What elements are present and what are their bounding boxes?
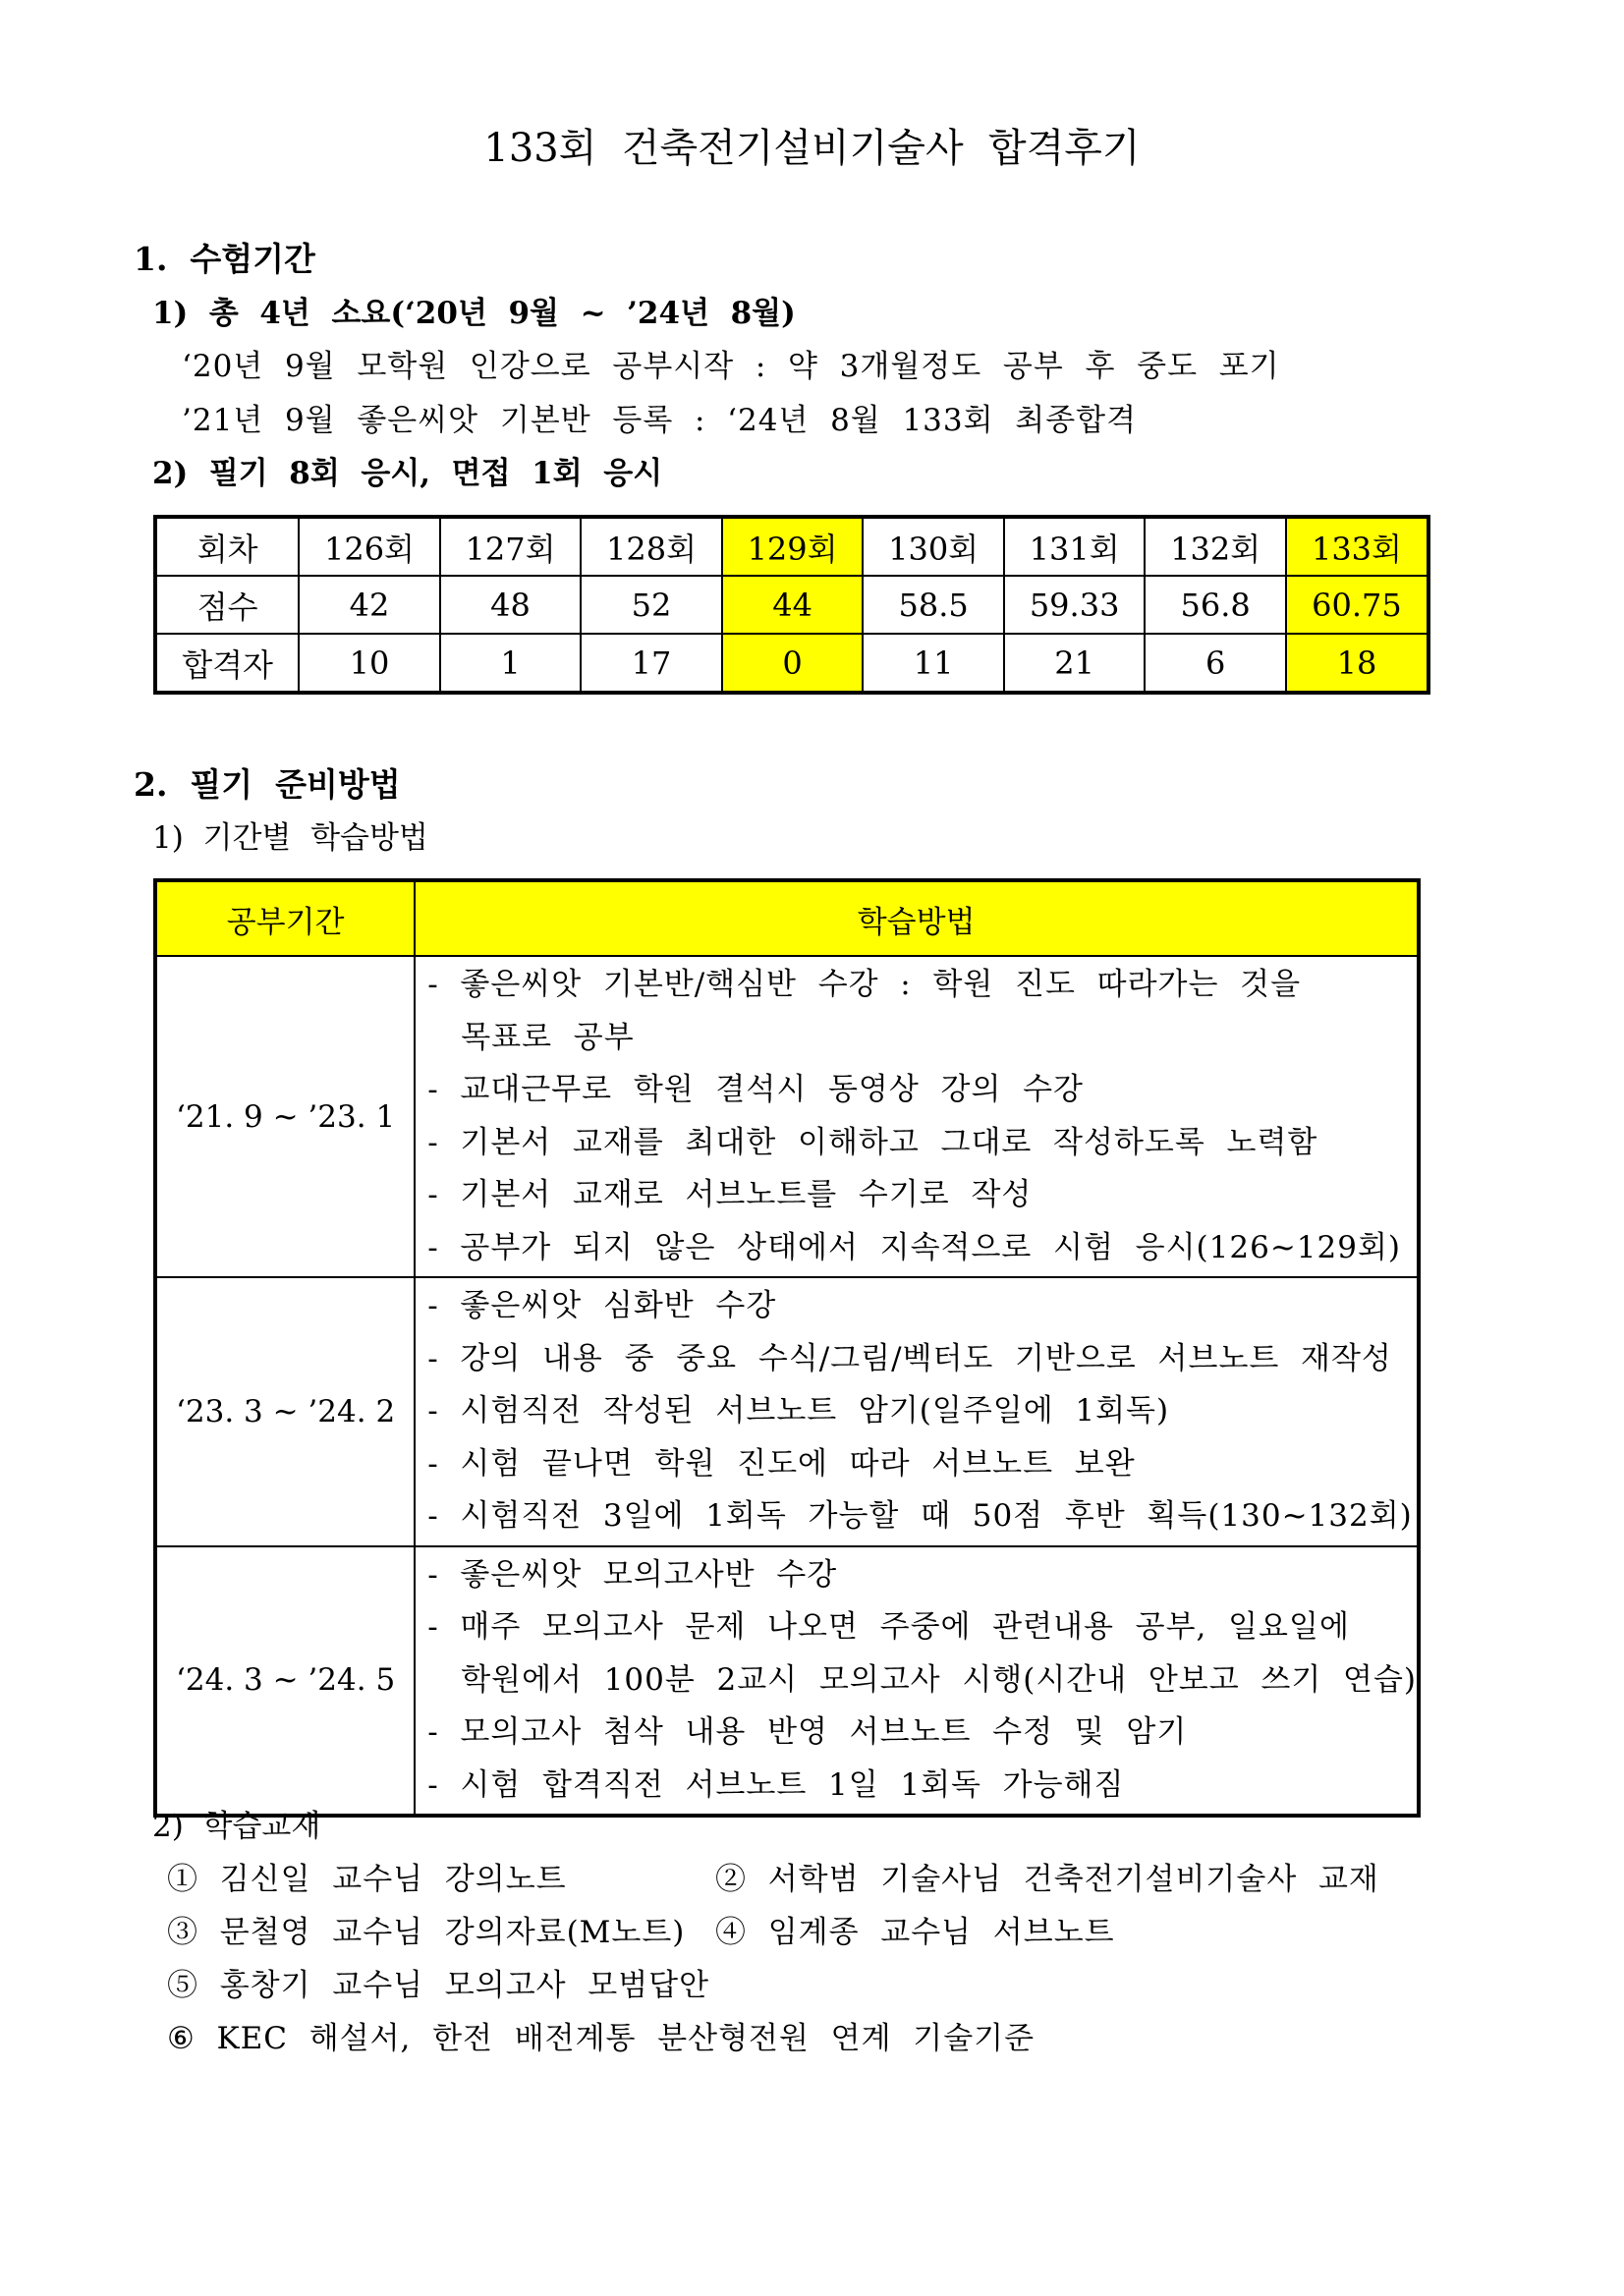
table-cell: 56.8 <box>1145 576 1286 634</box>
table-row <box>155 1277 1419 1546</box>
table-cell: 42 <box>299 576 440 634</box>
header-cell-method: 학습방법 <box>415 880 1419 956</box>
table-cell: 6 <box>1145 634 1286 693</box>
material-item: ④ 임계종 교수님 서브노트 <box>715 1915 1115 1950</box>
table-cell: 59.33 <box>1004 576 1146 634</box>
period-cell: ‘24. 3 ~ ’24. 5 <box>155 1546 415 1817</box>
method-line: - 시험 끝나면 학원 진도에 따라 서브노트 보완 <box>427 1445 1136 1482</box>
header-cell: 131회 <box>1004 517 1146 576</box>
method-line: 목표로 공부 <box>461 1019 635 1055</box>
method-line: - 기본서 교재로 서브노트를 수기로 작성 <box>427 1177 1033 1212</box>
row-label: 점수 <box>155 576 299 634</box>
table-row <box>155 956 1419 1277</box>
method-cell <box>415 1277 1419 1546</box>
exam-score-table <box>153 515 1430 695</box>
table-row-passers <box>155 634 1428 693</box>
table-header-row <box>155 517 1428 576</box>
study-method-table <box>153 878 1421 1818</box>
method-line: - 시험 합격직전 서브노트 1일 1회독 가능해짐 <box>427 1766 1125 1803</box>
table-cell-highlighted: 44 <box>722 576 864 634</box>
table-cell: 17 <box>581 634 722 693</box>
table-cell-highlighted: 18 <box>1286 634 1428 693</box>
page-title: 133회 건축전기설비기술사 합격후기 <box>483 126 1141 171</box>
section-1-item-1: 1) 총 4년 소요(‘20년 9월 ~ ’24년 8월) <box>152 296 796 331</box>
table-row <box>155 1546 1419 1817</box>
header-cell: 130회 <box>863 517 1004 576</box>
header-cell: 127회 <box>440 517 582 576</box>
table-cell-highlighted: 0 <box>722 634 864 693</box>
method-line: - 모의고사 첨삭 내용 반영 서브노트 수정 및 암기 <box>427 1714 1188 1750</box>
header-cell: 126회 <box>299 517 440 576</box>
method-line: - 시험직전 3일에 1회독 가능할 때 50점 후반 획득(130~132회) <box>427 1498 1413 1534</box>
method-line: - 기본서 교재를 최대한 이해하고 그대로 작성하도록 노력함 <box>427 1124 1318 1160</box>
period-cell: ‘21. 9 ~ ’23. 1 <box>155 956 415 1277</box>
table-cell: 58.5 <box>863 576 1004 634</box>
section-1-heading: 1. 수험기간 <box>134 240 315 278</box>
method-line: - 좋은씨앗 모의고사반 수강 <box>427 1556 838 1593</box>
method-cell <box>415 1546 1419 1817</box>
method-line: - 시험직전 작성된 서브노트 암기(일주일에 1회독) <box>427 1393 1170 1428</box>
table-row-score <box>155 576 1428 634</box>
table-cell: 48 <box>440 576 582 634</box>
method-line: - 강의 내용 중 중요 수식/그림/벡터도 기반으로 서브노트 재작성 <box>427 1340 1392 1376</box>
table-cell: 52 <box>581 576 722 634</box>
material-item: ⑥ KEC 해설서, 한전 배전계통 분산형전원 연계 기술기준 <box>167 2021 1036 2056</box>
material-item: ③ 문철영 교수님 강의자료(M노트) <box>167 1915 686 1950</box>
table-header-row <box>155 880 1419 956</box>
material-item: ⑤ 홍창기 교수님 모의고사 모범답안 <box>167 1968 710 2003</box>
header-cell: 회차 <box>155 517 299 576</box>
study-history-line-2: ’21년 9월 좋은씨앗 기본반 등록 : ‘24년 8월 133회 최종합격 <box>182 403 1138 438</box>
method-line: - 교대근무로 학원 결석시 동영상 강의 수강 <box>427 1072 1085 1107</box>
method-cell <box>415 956 1419 1277</box>
header-cell-period: 공부기간 <box>155 880 415 956</box>
table-cell: 21 <box>1004 634 1146 693</box>
header-cell: 128회 <box>581 517 722 576</box>
method-line: - 좋은씨앗 기본반/핵심반 수강 : 학원 진도 따라가는 것을 <box>427 967 1302 1002</box>
table-cell-highlighted: 60.75 <box>1286 576 1428 634</box>
material-item: ① 김신일 교수님 강의노트 <box>167 1862 567 1897</box>
method-line: - 매주 모의고사 문제 나오면 주중에 관련내용 공부, 일요일에 <box>427 1609 1350 1645</box>
study-history-line-1: ‘20년 9월 모학원 인강으로 공부시작 : 약 3개월정도 공부 후 중도 포기 <box>182 349 1280 384</box>
method-line: - 좋은씨앗 심화반 수강 <box>427 1288 777 1323</box>
table-cell: 10 <box>299 634 440 693</box>
table-cell: 11 <box>863 634 1004 693</box>
method-line: 학원에서 100분 2교시 모의고사 시행(시간내 안보고 쓰기 연습) <box>461 1661 1417 1698</box>
method-line: - 공부가 되지 않은 상태에서 지속적으로 시험 응시(126~129회) <box>427 1229 1401 1265</box>
header-cell-highlighted: 129회 <box>722 517 864 576</box>
section-2-heading: 2. 필기 준비방법 <box>134 765 401 804</box>
period-cell: ‘23. 3 ~ ’24. 2 <box>155 1277 415 1546</box>
section-2-sub-1: 1) 기간별 학습방법 <box>152 820 428 856</box>
table-cell: 1 <box>440 634 582 693</box>
section-2-sub-2: 2) 학습교재 <box>152 1809 321 1844</box>
section-1-item-2: 2) 필기 8회 응시, 면접 1회 응시 <box>152 456 663 491</box>
row-label: 합격자 <box>155 634 299 693</box>
material-item: ② 서학범 기술사님 건축전기설비기술사 교재 <box>715 1862 1379 1897</box>
header-cell: 132회 <box>1145 517 1286 576</box>
header-cell-highlighted: 133회 <box>1286 517 1428 576</box>
